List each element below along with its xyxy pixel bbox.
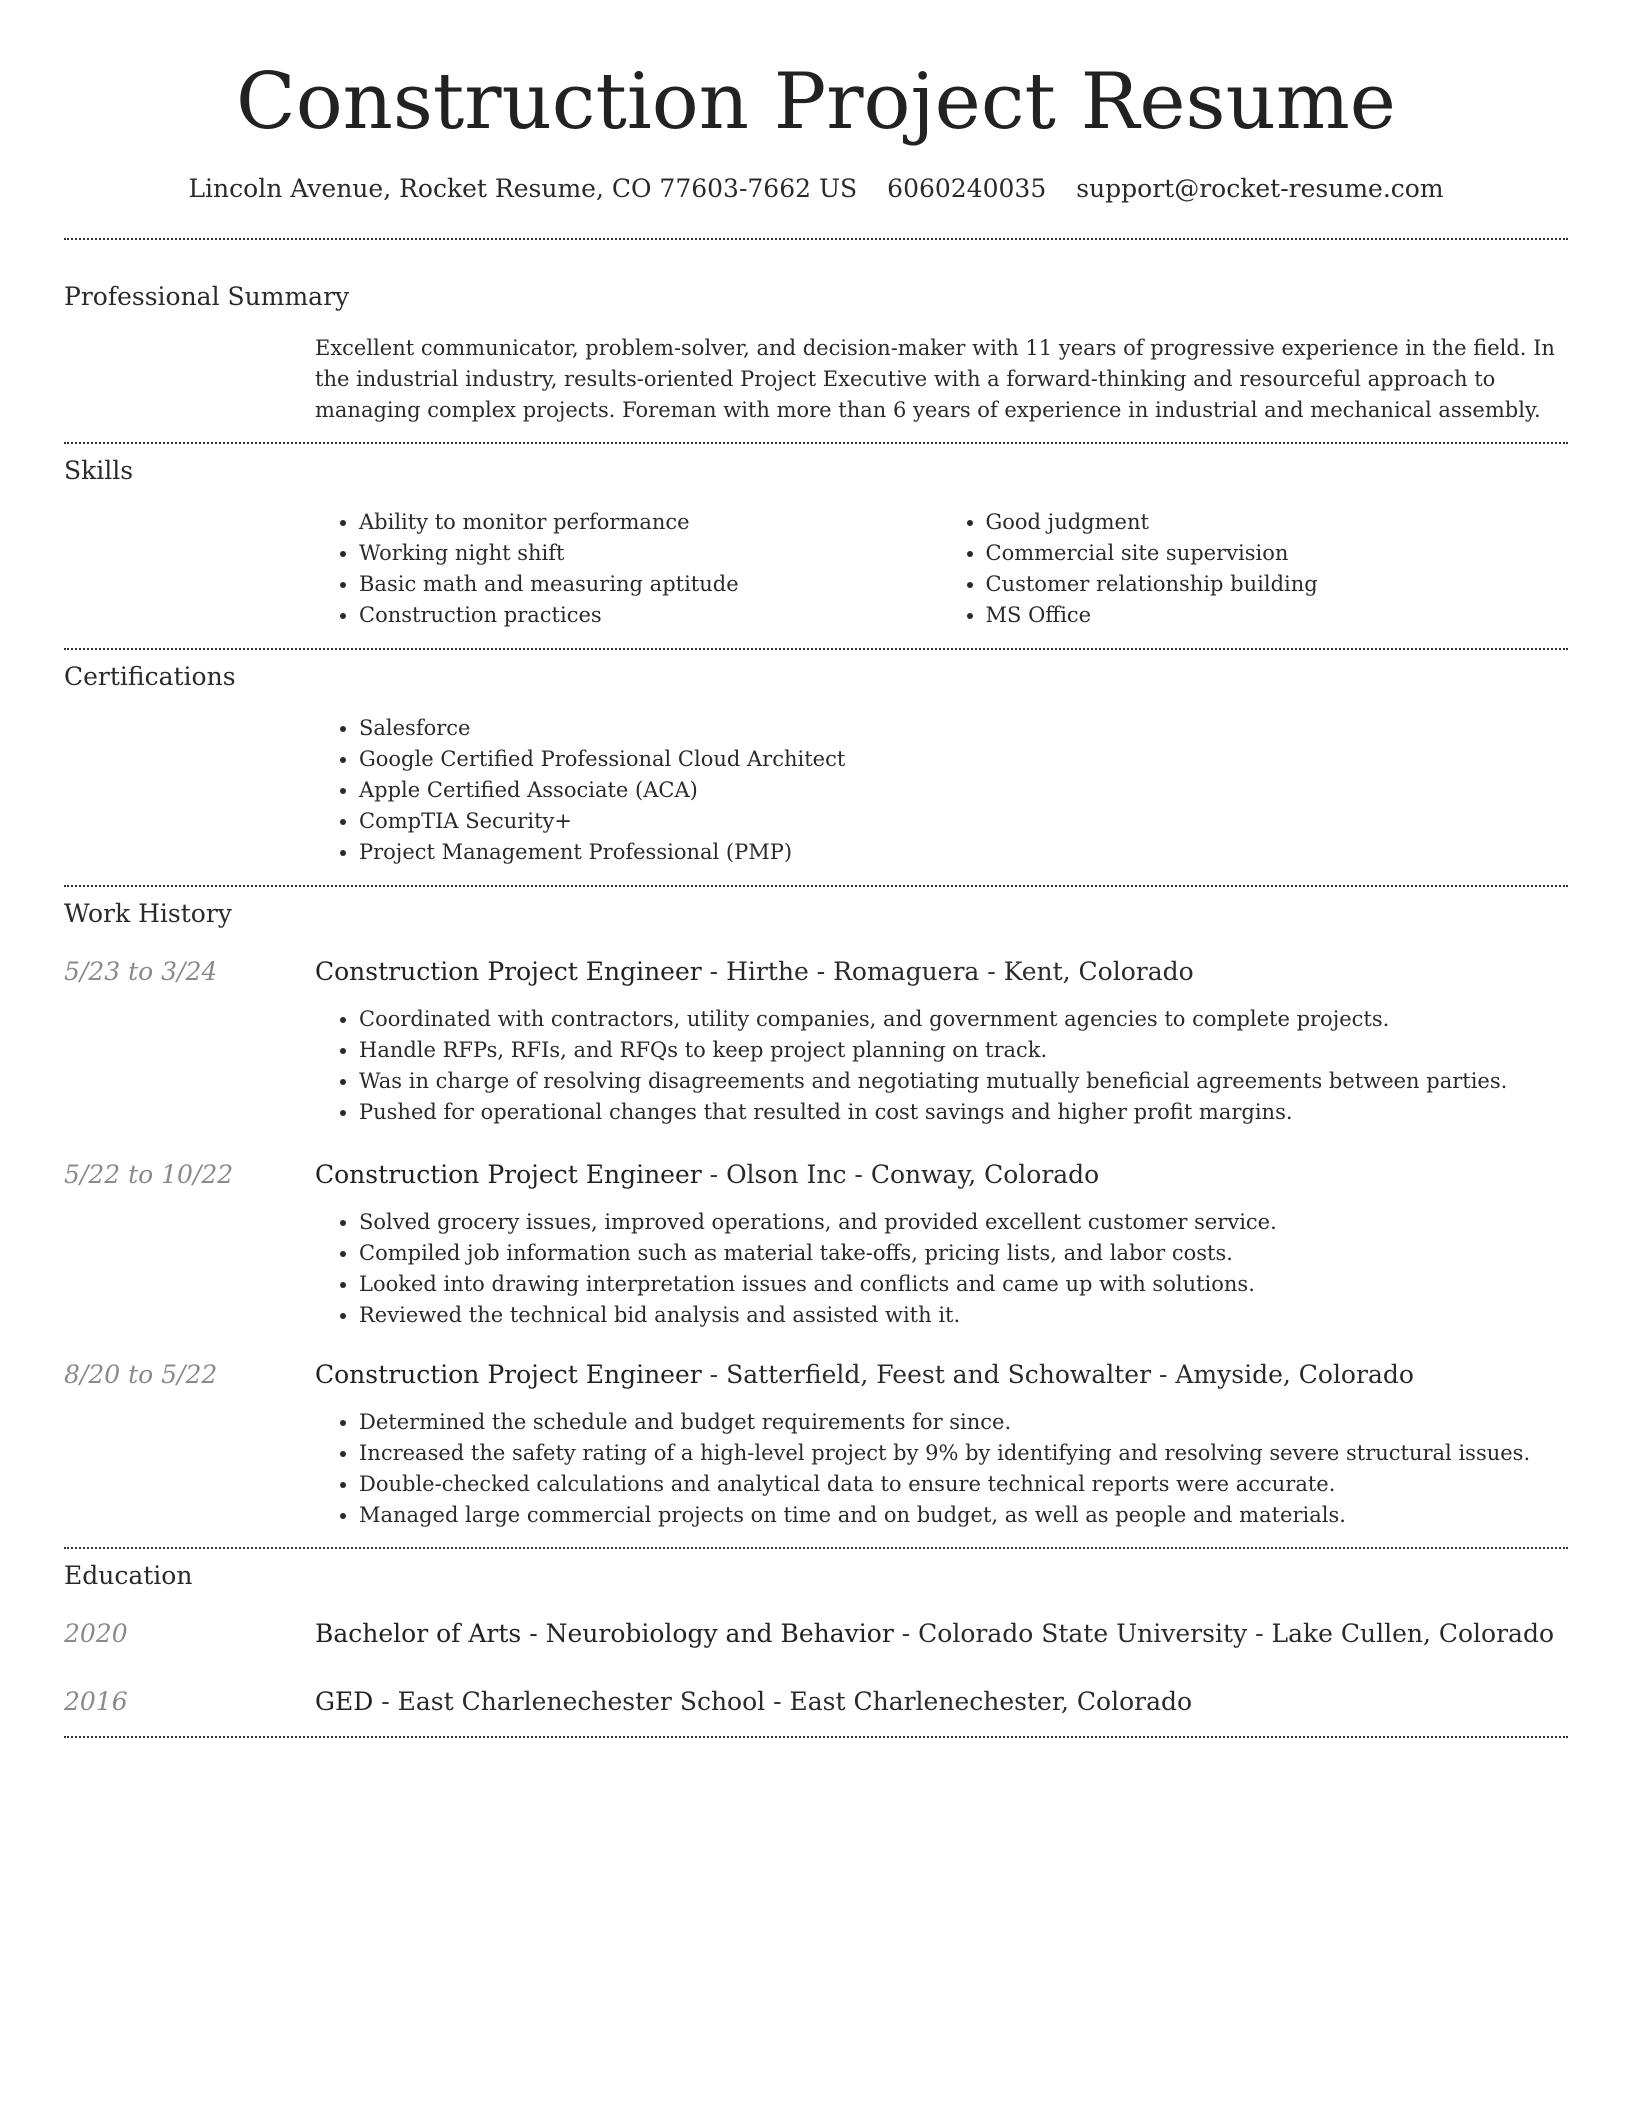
section-divider bbox=[64, 238, 1568, 240]
skills-list-left bbox=[315, 507, 942, 631]
skill-item: • Ability to monitor performance bbox=[359, 507, 942, 538]
skills-section bbox=[64, 454, 1568, 631]
education-school: Colorado State University bbox=[918, 1619, 1248, 1648]
education-date: 2020 bbox=[64, 1619, 128, 1648]
job-entry bbox=[64, 955, 1568, 1128]
job-location: Conway, Colorado bbox=[870, 1160, 1100, 1189]
job-company: Hirthe - Romaguera bbox=[726, 957, 980, 986]
work-section bbox=[64, 897, 1568, 1531]
job-location: Kent, Colorado bbox=[1003, 957, 1194, 986]
certification-item: • Salesforce bbox=[359, 713, 1568, 744]
education-entry bbox=[64, 1685, 1568, 1719]
skills-content bbox=[315, 507, 1568, 631]
job-entry bbox=[64, 1158, 1568, 1331]
job-bullet: • Handle RFPs, RFIs, and RFQs to keep project planning on track. bbox=[359, 1035, 1568, 1066]
certification-item: • Apple Certified Associate (ACA) bbox=[359, 775, 1568, 806]
job-bullet: • Solved grocery issues, improved operations, and provided excellent customer service. bbox=[359, 1207, 1568, 1238]
certifications-list bbox=[315, 713, 1568, 868]
summary-heading: Professional Summary bbox=[64, 282, 350, 311]
job-bullet: • Pushed for operational changes that resulted in cost savings and higher profit margins. bbox=[359, 1097, 1568, 1128]
job-body bbox=[315, 1158, 1568, 1331]
job-date: 8/20 to 5/22 bbox=[64, 1360, 218, 1389]
job-heading bbox=[315, 1158, 1568, 1192]
certifications-section bbox=[64, 660, 1568, 868]
certification-item: • Project Management Professional (PMP) bbox=[359, 837, 1568, 868]
job-location: Amyside, Colorado bbox=[1175, 1360, 1414, 1389]
education-body bbox=[315, 1685, 1568, 1719]
skill-item: • Basic math and measuring aptitude bbox=[359, 569, 942, 600]
education-school: East Charlenechester School bbox=[397, 1687, 766, 1716]
education-date: 2016 bbox=[64, 1687, 128, 1716]
job-bullets bbox=[315, 1207, 1568, 1331]
job-heading bbox=[315, 955, 1568, 989]
job-body bbox=[315, 955, 1568, 1128]
job-title: Construction Project Engineer bbox=[315, 957, 702, 986]
resume-title: Construction Project Resume bbox=[236, 57, 1396, 147]
job-bullets bbox=[315, 1407, 1568, 1531]
job-title: Construction Project Engineer bbox=[315, 1360, 702, 1389]
section-divider bbox=[64, 885, 1568, 887]
education-section bbox=[64, 1559, 1568, 1719]
heading-separator: - bbox=[701, 1160, 727, 1189]
education-body bbox=[315, 1617, 1568, 1651]
job-bullet: • Was in charge of resolving disagreements and negotiating mutually beneficial agreements between parties. bbox=[359, 1066, 1568, 1097]
education-location: Lake Cullen, Colorado bbox=[1271, 1619, 1555, 1648]
skill-item: • Good judgment bbox=[986, 507, 1569, 538]
job-company: Olson Inc bbox=[726, 1160, 847, 1189]
heading-separator: - bbox=[893, 1619, 919, 1648]
contact-line bbox=[64, 172, 1568, 206]
summary-text: Excellent communicator, problem-solver, and decision-maker with 11 years of progressive experience in the field. In the industrial industry, results-oriented Project Executive with a forward-thinking and resourceful approach to managing complex projects. Foreman with more than 6 years of experience in industrial and mechanical assembly. bbox=[315, 336, 1555, 422]
job-bullet: • Compiled job information such as material take-offs, pricing lists, and labor costs. bbox=[359, 1238, 1568, 1269]
skills-grid bbox=[315, 507, 1568, 631]
certifications-heading: Certifications bbox=[64, 662, 236, 691]
job-bullet: • Looked into drawing interpretation issues and conflicts and came up with solutions. bbox=[359, 1269, 1568, 1300]
work-heading: Work History bbox=[64, 899, 232, 928]
education-degree: GED bbox=[315, 1687, 374, 1716]
summary-content bbox=[315, 333, 1568, 426]
job-title: Construction Project Engineer bbox=[315, 1160, 702, 1189]
section-divider bbox=[64, 1547, 1568, 1549]
education-entry bbox=[64, 1617, 1568, 1651]
resume-page bbox=[64, 0, 1568, 1738]
job-company: Satterfield, Feest and Schowalter bbox=[726, 1360, 1152, 1389]
heading-separator: - bbox=[846, 1160, 871, 1189]
contact-email: support@rocket-resume.com bbox=[1076, 174, 1444, 203]
job-heading bbox=[315, 1358, 1568, 1392]
contact-address: Lincoln Avenue, Rocket Resume, CO 77603-7662 US bbox=[188, 174, 858, 203]
skill-item: • Commercial site supervision bbox=[986, 538, 1569, 569]
job-date: 5/23 to 3/24 bbox=[64, 957, 218, 986]
heading-separator: - bbox=[979, 957, 1004, 986]
skill-item: • Customer relationship building bbox=[986, 569, 1569, 600]
skill-item: • Working night shift bbox=[359, 538, 942, 569]
heading-separator: - bbox=[701, 1360, 727, 1389]
job-bullet: • Increased the safety rating of a high-level project by 9% by identifying and resolving severe structural issues. bbox=[359, 1438, 1568, 1469]
certification-item: • Google Certified Professional Cloud Architect bbox=[359, 744, 1568, 775]
job-bullet: • Managed large commercial projects on time and on budget, as well as people and materials. bbox=[359, 1500, 1568, 1531]
section-divider bbox=[64, 442, 1568, 444]
education-degree: Bachelor of Arts - Neurobiology and Behavior bbox=[315, 1619, 894, 1648]
heading-separator: - bbox=[765, 1687, 790, 1716]
skills-heading: Skills bbox=[64, 456, 134, 485]
job-date: 5/22 to 10/22 bbox=[64, 1160, 234, 1189]
skill-item: • Construction practices bbox=[359, 600, 942, 631]
job-entry bbox=[64, 1358, 1568, 1531]
job-bullet: • Double-checked calculations and analytical data to ensure technical reports were accurate. bbox=[359, 1469, 1568, 1500]
section-divider bbox=[64, 1736, 1568, 1738]
job-bullet: • Coordinated with contractors, utility companies, and government agencies to complete projects. bbox=[359, 1004, 1568, 1035]
job-bullet: • Determined the schedule and budget requirements for since. bbox=[359, 1407, 1568, 1438]
education-location: East Charlenechester, Colorado bbox=[789, 1687, 1193, 1716]
heading-separator: - bbox=[1247, 1619, 1272, 1648]
contact-phone: 6060240035 bbox=[887, 174, 1047, 203]
summary-section bbox=[64, 280, 1568, 426]
education-heading-line bbox=[315, 1617, 1568, 1651]
skill-item: • MS Office bbox=[986, 600, 1569, 631]
job-bullets bbox=[315, 1004, 1568, 1128]
section-divider bbox=[64, 648, 1568, 650]
heading-separator: - bbox=[373, 1687, 398, 1716]
job-body bbox=[315, 1358, 1568, 1531]
job-bullet: • Reviewed the technical bid analysis and assisted with it. bbox=[359, 1300, 1568, 1331]
certification-item: • CompTIA Security+ bbox=[359, 806, 1568, 837]
heading-separator: - bbox=[701, 957, 727, 986]
certifications-content bbox=[315, 713, 1568, 868]
heading-separator: - bbox=[1151, 1360, 1176, 1389]
education-heading-line bbox=[315, 1685, 1568, 1719]
skills-list-right bbox=[942, 507, 1569, 631]
education-heading: Education bbox=[64, 1561, 193, 1590]
